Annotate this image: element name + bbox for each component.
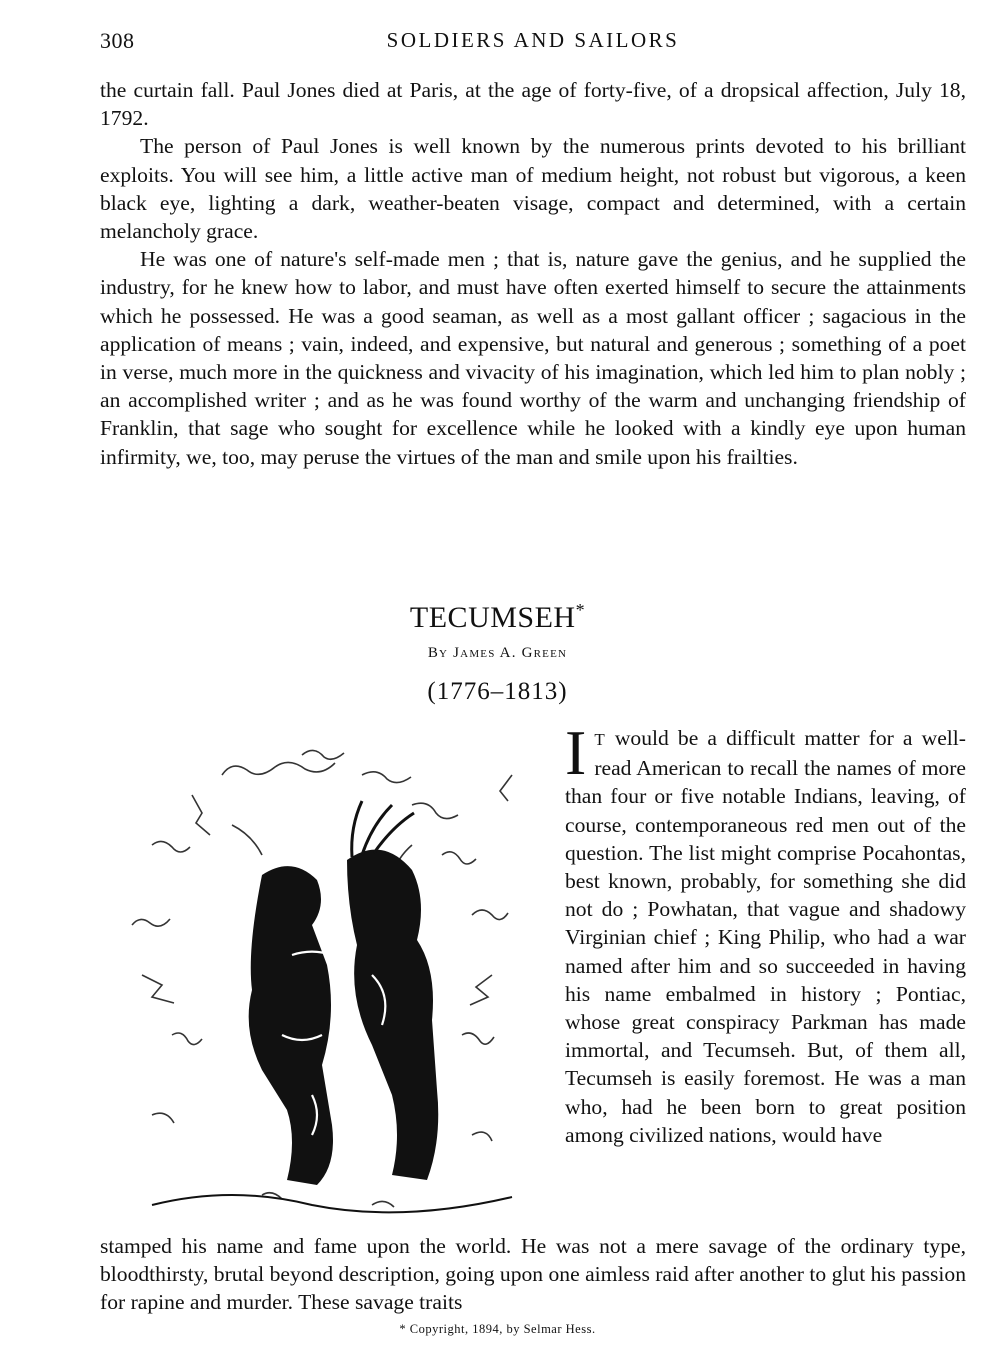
top-text-block — [100, 76, 966, 471]
article-opening-paragraph — [565, 717, 966, 1149]
opening-text: would be a difficult matter for a well-read American to recall the names of more than four or five notable Indians, leaving, of course, contemporaneous red men out of the question. The list might comprise Pocahontas, best known, probably, for something she did not do ; Powhatan, that vague and shadowy Virginian chief ; King Philip, who had a war named after him and so succeeded in having his name embalmed in history ; Pontiac, whose great conspiracy Parkman has made immortal, and Tecumseh. But, of them all, Tecumseh is easily foremost. He was a man who, had he been born to great position among civilized nations, would have — [565, 726, 966, 1147]
drop-cap: I — [565, 717, 587, 788]
article-continuation-text — [100, 1232, 966, 1317]
page-header — [100, 28, 966, 58]
continuation-paragraph: stamped his name and fame upon the world. He was not a mere savage of the ordinary type, bloodthirsty, brutal beyond description, going upon one aimless raid after another to glut his passion for rapine and murder. These savage traits — [100, 1234, 966, 1315]
lead-in: T — [594, 730, 606, 749]
paragraph-continuation: the curtain fall. Paul Jones died at Paris, at the age of forty-five, of a dropsical affection, July 18, 1792. — [100, 78, 966, 131]
tecumseh-engraving-illustration — [112, 735, 548, 1229]
article-dates: (1776–1813) — [427, 678, 568, 705]
page-number: 308 — [100, 28, 135, 53]
footnote-marker: * — [575, 600, 586, 620]
running-head: SOLDIERS AND SAILORS — [386, 28, 680, 52]
copyright-footnote: * Copyright, 1894, by Selmar Hess. — [399, 1322, 596, 1336]
paragraph-person: The person of Paul Jones is well known by the numerous prints devoted to his brilliant exploits. You will see him, a little active man of medium height, not robust but vigorous, a keen black eye, lighting a dark, weather-beaten visage, compact and determined, with a certain melancholy grace. — [100, 134, 966, 244]
article-column-text — [565, 717, 966, 1149]
paragraph-character: He was one of nature's self-made men ; that is, nature gave the genius, and he supplied the industry, for he knew how to labor, and must have often exerted himself to secure the attainments which he possessed. He was a good seaman, as well as a most gallant officer ; sagacious in the application of means ; vain, indeed, and expensive, but natural and generous ; something of a poet in verse, much more in the quickness and vivacity of his imagination, which led him to plan nobly ; an accomplished writer ; and as he was found worthy of the warm and unchanging friendship of Franklin, that sage who sought for excellence while he looked with a kindly eye upon human infirmity, we, too, may peruse the virtues of the man and smile upon his frailties. — [100, 247, 966, 469]
article-byline: By James A. Green — [427, 645, 568, 661]
article-title-text: TECUMSEH — [409, 601, 576, 634]
article-title — [0, 600, 995, 635]
